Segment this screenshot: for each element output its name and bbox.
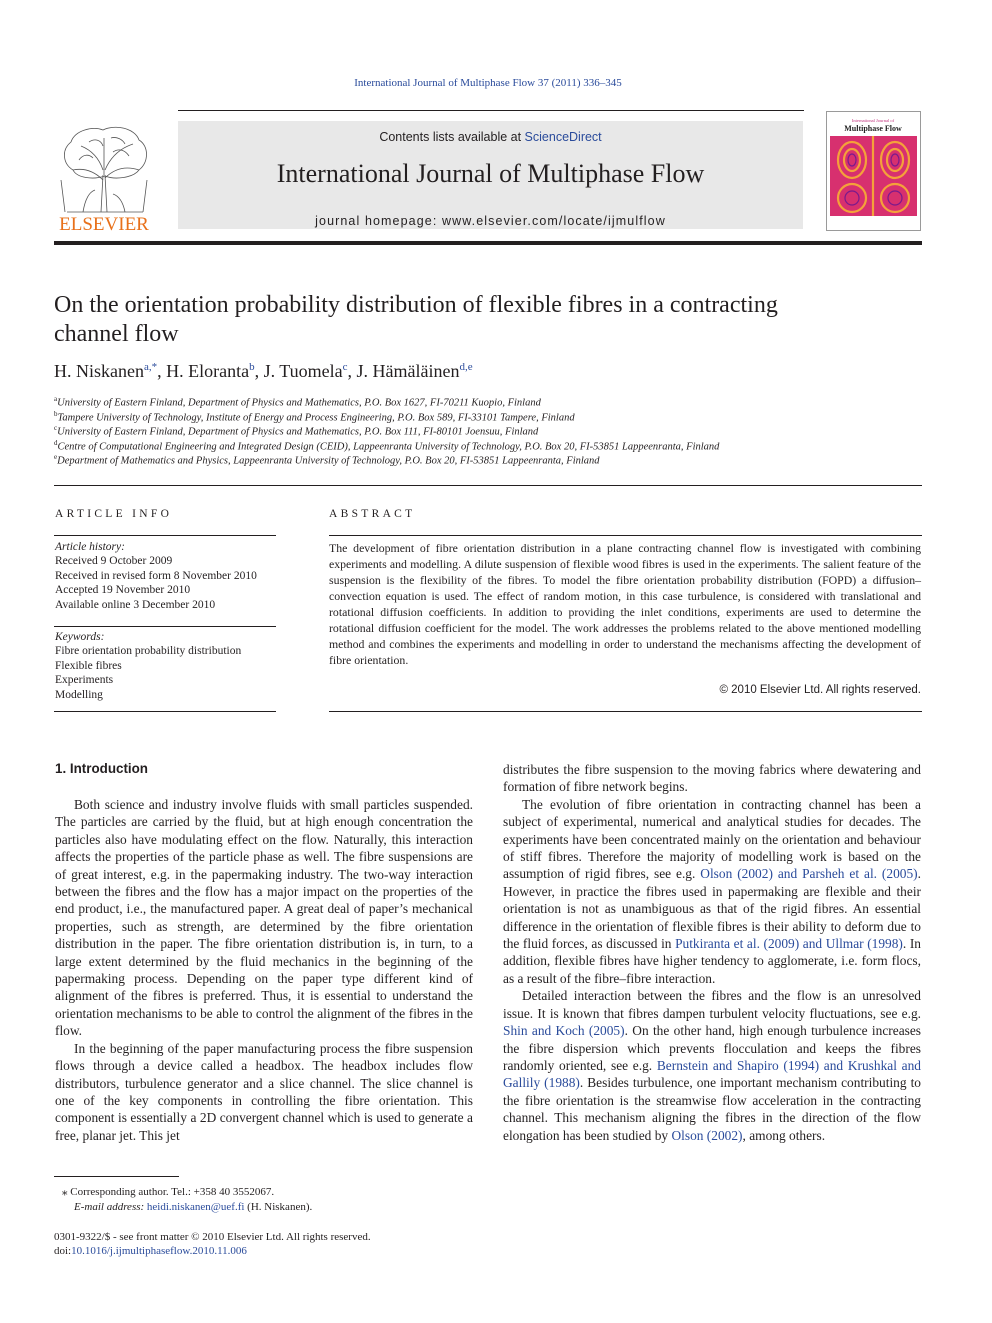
article-title (54, 291, 924, 349)
abstract-text: The development of fibre orientation distribution in a plane contracting channel flow is investigated with combining experiments and modelling. A dilute suspension of flexible wood fibres is used in the experiments. The salient feature of the suspension is the flexibility of the fibres. To model the fibre orientation probability distribution (FOPD) a diffusion–convection equation is used. The effect of random motion, in this case turbulence, is considered with translational and rotational diffusion coefficients. In addition to providing the inlet conditions, experiments are used to determine the rotational diffusion coefficient for the model. The work addresses the problems related to the above mentioned modelling method and combines the experiments and modelling in order to understand the mechanisms affecting the development of fibre orientation. (329, 541, 921, 667)
journal-name: International Journal of Multiphase Flow (276, 159, 705, 188)
author-name[interactable]: H. Eloranta (166, 361, 250, 381)
journal-homepage (178, 214, 803, 228)
history-item: Accepted 19 November 2010 (55, 584, 191, 597)
footnote-line (62, 1185, 312, 1200)
citation-link[interactable]: Olson (2002) and Parsheh et al. (2005) (700, 866, 918, 882)
abstract-divider (329, 535, 922, 536)
affiliation-marker: a (54, 395, 58, 403)
author-separator: , (157, 361, 167, 381)
cover-subtitle: International Journal of (851, 118, 895, 123)
paragraph-text: . Besides turbulence, one important mechanism contributing to the fibre orientation is the streamwise flow acceleration in the contracting channel. This mechanism aligning the fibres in the direction of the flow elongation has been studied by (503, 1075, 921, 1143)
paragraph-text: , among others. (742, 1127, 826, 1143)
body-paragraph: Both science and industry involve fluids with small particles suspended. The particles are carried by the fluid, but at high enough concentration the particles also have modulating effect on the flow. Naturally, this interaction affects the properties of the particle phase as well. The fibre suspensions are of great interest, e.g. in the papermaking industry. The two-way interaction between the fibres and the flow has a major impact on the properties of the end product, i.e., the manufactured paper. A great deal of paper’s mechanical properties, such as strength, are determined by the fibre orientation distribution in the paper. The fibre orientation distribution is, in turn, to a large extent determined by the fluid mechanics in the beginning of the papermaking process. Depending on the paper type different kind of alignment of the fibres is preferred. Thus, it is essential to understand the orientation mechanisms to be able to control the alignment of the fibres in the flow. (55, 797, 473, 1039)
author-list (54, 361, 924, 382)
paragraph-text: . In addition, flexible fibres have higher tendency to agglomerate, i.e. form flocs, as a result of the fibre–fibre interaction. (503, 936, 921, 986)
body-column-right (503, 761, 921, 1144)
affiliation (54, 439, 934, 453)
doi-line (54, 1244, 371, 1258)
article-title-line2: channel flow (54, 321, 179, 347)
header-thick-divider (54, 241, 922, 245)
abstract-copyright: © 2010 Elsevier Ltd. All rights reserved. (719, 684, 921, 696)
keywords (55, 630, 277, 702)
keyword: Fibre orientation probability distribution (55, 645, 242, 658)
doi-link[interactable]: 10.1016/j.ijmultiphaseflow.2010.11.006 (71, 1245, 247, 1257)
abstract-divider (329, 711, 922, 712)
paragraph-text: . However, in practice the fibres used in papermaking are flexible and their orientation is not as unambiguous as that of the rigid fibres. An essential difference in the orientation of flexible fibres is their ability to deform due to the fluid forces, as discussed in (503, 866, 921, 952)
body-paragraph: distributes the fibre suspension to the moving fabrics where dewatering and formation of fibre network begins. (503, 762, 921, 795)
issn-line: 0301-9322/$ - see front matter © 2010 Elsevier Ltd. All rights reserved. (54, 1231, 371, 1243)
keyword: Modelling (55, 688, 103, 701)
affiliation-text: University of Eastern Finland, Department of Physics and Mathematics, P.O. Box 111, FI-80101 Joensuu, Finland (57, 426, 539, 438)
abstract-heading: ABSTRACT (329, 508, 416, 520)
affiliation-marker: e (54, 453, 58, 461)
paragraph-text: . On the other hand, high enough turbulence increases the fibre dispersion which prevents flocculation and keeps the fibres randomly oriented, see e.g. (503, 1023, 921, 1073)
elsevier-logo (53, 120, 155, 235)
author-affil-marker[interactable]: b (249, 361, 255, 373)
section-divider (54, 485, 922, 486)
contents-line (178, 130, 803, 144)
article-info-heading: ARTICLE INFO (55, 508, 173, 520)
body-column-left (55, 796, 473, 1144)
affiliation-text: Centre of Computational Engineering and Integrated Design (CEID), Lappeenranta University of Technology, P.O. Box 20, FI-53851 Lappeenranta, Finland (57, 441, 720, 452)
citation-link[interactable]: Bernstein and Shapiro (1994) and Krushkal and Gallily (1988) (503, 1057, 921, 1091)
history-item: Received 9 October 2009 (55, 555, 173, 568)
homepage-prefix: journal homepage: (315, 214, 442, 228)
citation-link[interactable]: Putkiranta et al. (2009) and Ullmar (1998) (675, 936, 903, 952)
doi-label: doi: (54, 1245, 72, 1257)
email-label: E-mail address: (74, 1201, 147, 1213)
body-paragraph (503, 796, 921, 987)
elsevier-wordmark: ELSEVIER (59, 214, 149, 235)
body-paragraph: In the beginning of the paper manufacturing process the fibre suspension flows through a device called a headbox. The headbox includes flow distributors, turbulence generator and a slice channel. The slice channel is one of the key components in controlling the fibre orientation. This component is essentially a 2D convergent channel which is used to generate a free, planar jet. This jet (55, 1040, 473, 1143)
info-divider (54, 711, 276, 712)
affiliation-marker: d (54, 438, 58, 447)
history-item: Received in revised form 8 November 2010 (55, 569, 257, 582)
info-divider (54, 626, 276, 627)
affiliation-text: Department of Mathematics and Physics, Lappeenranta University of Technology, P.O. Box 20, FI-53851 Lappeenranta, Finland (57, 455, 600, 467)
keyword: Experiments (55, 674, 114, 687)
header-divider (178, 110, 804, 111)
footnote-text: Corresponding author. Tel.: +358 40 3552067. (70, 1186, 275, 1198)
journal-cover-image (827, 112, 920, 230)
info-divider (54, 535, 276, 536)
article-history (55, 540, 277, 612)
elsevier-tree-icon (53, 120, 155, 235)
journal-cover (826, 111, 921, 231)
affiliation (54, 453, 934, 467)
affiliation-marker: b (54, 409, 58, 418)
author-name[interactable]: J. Hämäläinen (356, 361, 460, 381)
author-name[interactable]: H. Niskanen (54, 361, 144, 381)
homepage-url[interactable]: www.elsevier.com/locate/ijmulflow (441, 214, 666, 228)
sciencedirect-link[interactable]: ScienceDirect (524, 130, 602, 144)
citation-link[interactable]: Shin and Koch (2005) (503, 1023, 625, 1039)
author-affil-marker[interactable]: c (342, 361, 348, 373)
affiliation (54, 410, 934, 424)
bottom-meta (54, 1230, 371, 1258)
history-item: Available online 3 December 2010 (55, 598, 216, 611)
footnote-marker: ⁎ (62, 1186, 68, 1198)
author-separator: , (347, 361, 357, 381)
paragraph-text: Detailed interaction between the fibres and the flow is an unresolved issue. It is known that fibres dampen turbulent velocity fluctuations, see e.g. (503, 988, 921, 1021)
author-name[interactable]: J. Tuomela (263, 361, 343, 381)
affiliation (54, 424, 934, 438)
footnote-divider (54, 1176, 179, 1177)
email-suffix: (H. Niskanen). (244, 1201, 313, 1213)
keywords-label: Keywords: (55, 631, 105, 643)
affiliation (54, 395, 934, 409)
journal-citation[interactable]: International Journal of Multiphase Flow 37 (2011) 336–345 (354, 77, 622, 89)
body-paragraph (503, 987, 921, 1144)
article-title-line1: On the orientation probability distribution of flexible fibres in a contracting (54, 292, 778, 318)
paragraph-text: The evolution of fibre orientation in contracting channel has been a subject of experimental, numerical and analytical studies for decades. The experiments have been concentrated mainly on the orientation and behaviour of stiff fibres. Therefore the majority of modelling work is based on the assumption of rigid fibres, see e.g. (503, 796, 921, 882)
corresponding-author-footnote (62, 1185, 312, 1215)
affiliation-text: University of Eastern Finland, Department of Physics and Mathematics, P.O. Box 1627, FI-70211 Kuopio, Finland (57, 397, 541, 409)
author-affil-marker[interactable]: a,* (143, 361, 158, 373)
author-separator: , (254, 361, 264, 381)
affiliation-text: Tampere University of Technology, Institute of Energy and Process Engineering, P.O. Box 589, FI-33101 Tampere, Finland (57, 412, 575, 423)
contents-prefix: Contents lists available at (379, 130, 525, 144)
cover-title: Multiphase Flow (844, 124, 902, 133)
footnote-line (62, 1200, 312, 1215)
section-heading: 1. Introduction (55, 761, 148, 776)
history-label: Article history: (55, 541, 125, 553)
journal-banner (178, 121, 803, 229)
email-link[interactable]: heidi.niskanen@uef.fi (146, 1201, 245, 1213)
affiliation-marker: c (54, 424, 58, 432)
citation-link[interactable]: Olson (2002) (671, 1127, 743, 1143)
keyword: Flexible fibres (55, 659, 122, 672)
author-affil-marker[interactable]: d,e (459, 361, 473, 373)
